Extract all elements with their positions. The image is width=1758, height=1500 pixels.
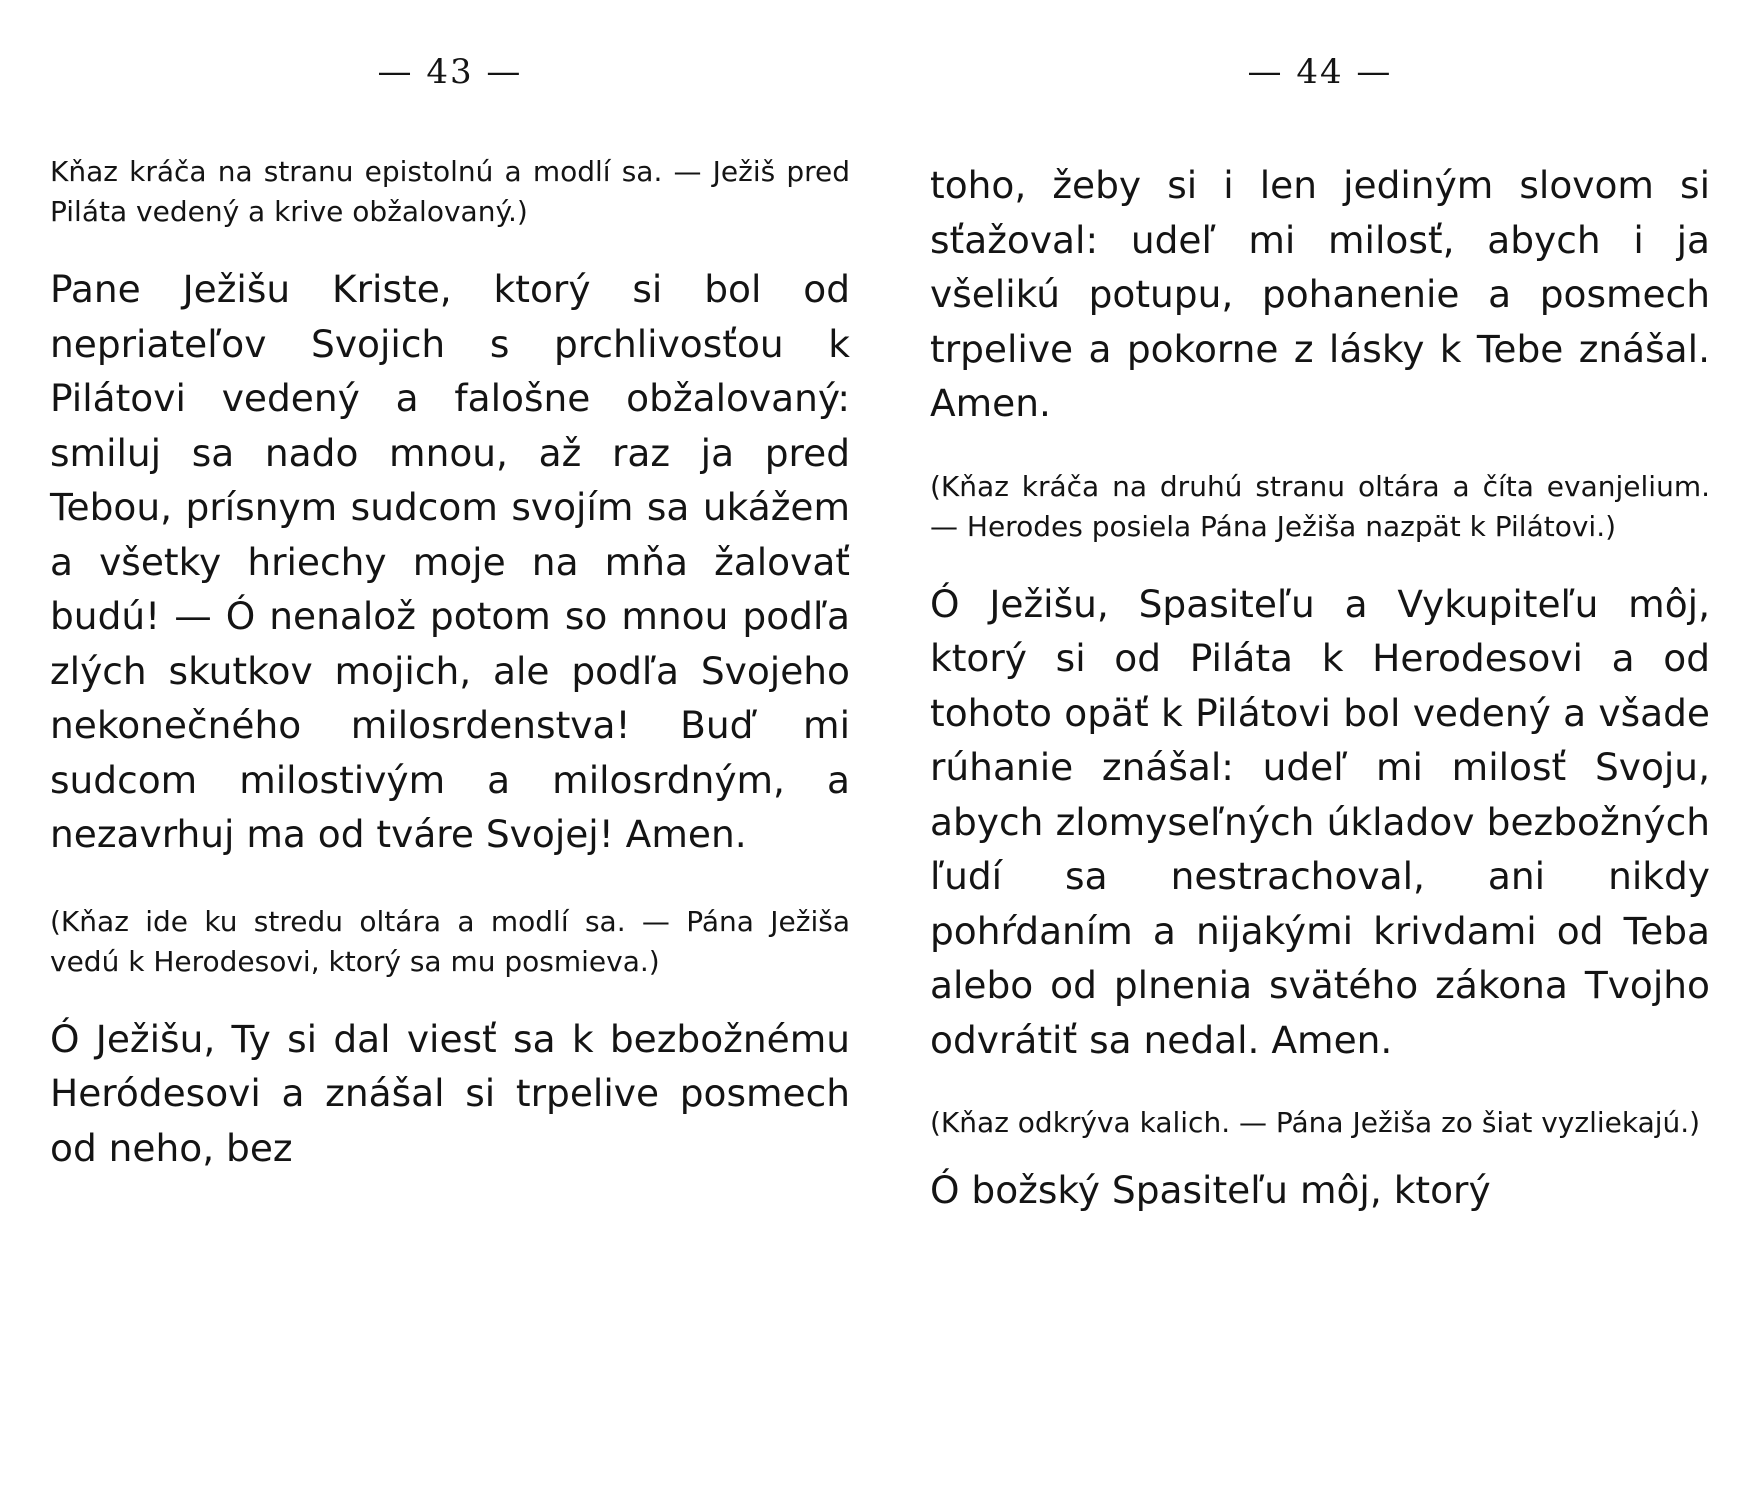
right-page — [930, 0, 1710, 1500]
rubric-paragraph: (Kňaz ide ku stredu oltára a modlí sa. — Pána Ježiša vedú k Herodesovi, ktorý sa mu posmieva.) — [50, 904, 850, 978]
prayer-paragraph: Ó Ježišu, Ty si dal viesť sa k bezbožnému Heródesovi a znášal si trpelive posmech od neho, bez — [50, 1016, 850, 1170]
rubric-paragraph: (Kňaz odkrýva kalich. — Pána Ježiša zo šiat vyzliekajú.) — [930, 1106, 1701, 1139]
rubric-paragraph: Kňaz kráča na stranu epistolnú a modlí sa. — Ježiš pred Piláta vedený a krive obžalovaný.) — [50, 155, 850, 228]
rubric-paragraph: (Kňaz kráča na druhú stranu oltára a číta evanjelium. — Herodes posiela Pána Ježiša nazpät k Pilátovi.) — [930, 469, 1710, 543]
prayer-paragraph: toho, žeby si i len jediným slovom si sťažoval: udeľ mi milosť, abych i ja všelikú potupu, pohanenie a posmech trpelive a pokorne z lásky k Tebe znášal. Amen. — [930, 163, 1710, 425]
page-number: — 44 — — [1247, 52, 1393, 92]
prayer-paragraph: Ó Ježišu, Spasiteľu a Vykupiteľu môj, ktorý si od Piláta k Herodesovi a od tohoto opäť k Pilátovi bol vedený a všade rúhanie znášal: udeľ mi milosť Svoju, abych zlomyseľných úkladov bezbožných ľudí sa nestrachoval, ani nikdy pohŕdaním a nijakými krivdami od Teba alebo od plnenia svätého zákona Tvojho odvrátiť sa nedal. Amen. — [930, 581, 1710, 1062]
page-number: — 43 — — [377, 52, 523, 92]
left-page — [50, 0, 850, 1500]
prayer-paragraph: Ó božský Spasiteľu môj, ktorý — [930, 1168, 1491, 1212]
prayer-paragraph: Pane Ježišu Kriste, ktorý si bol od nepriateľov Svojich s prchlivosťou k Pilátovi vedený a falošne obžalovaný: smiluj sa nado mnou, až raz ja pred Tebou, prísnym sudcom svojím sa ukážem a všetky hriechy moje na mňa žalovať budú! — Ó nenalož potom so mnou podľa zlých skutkov mojich, ale podľa Svojeho nekonečného milosrdenstva! Buď mi sudcom milostivým a milosrdným, a nezavrhuj ma od tváre Svojej! Amen. — [50, 267, 850, 856]
